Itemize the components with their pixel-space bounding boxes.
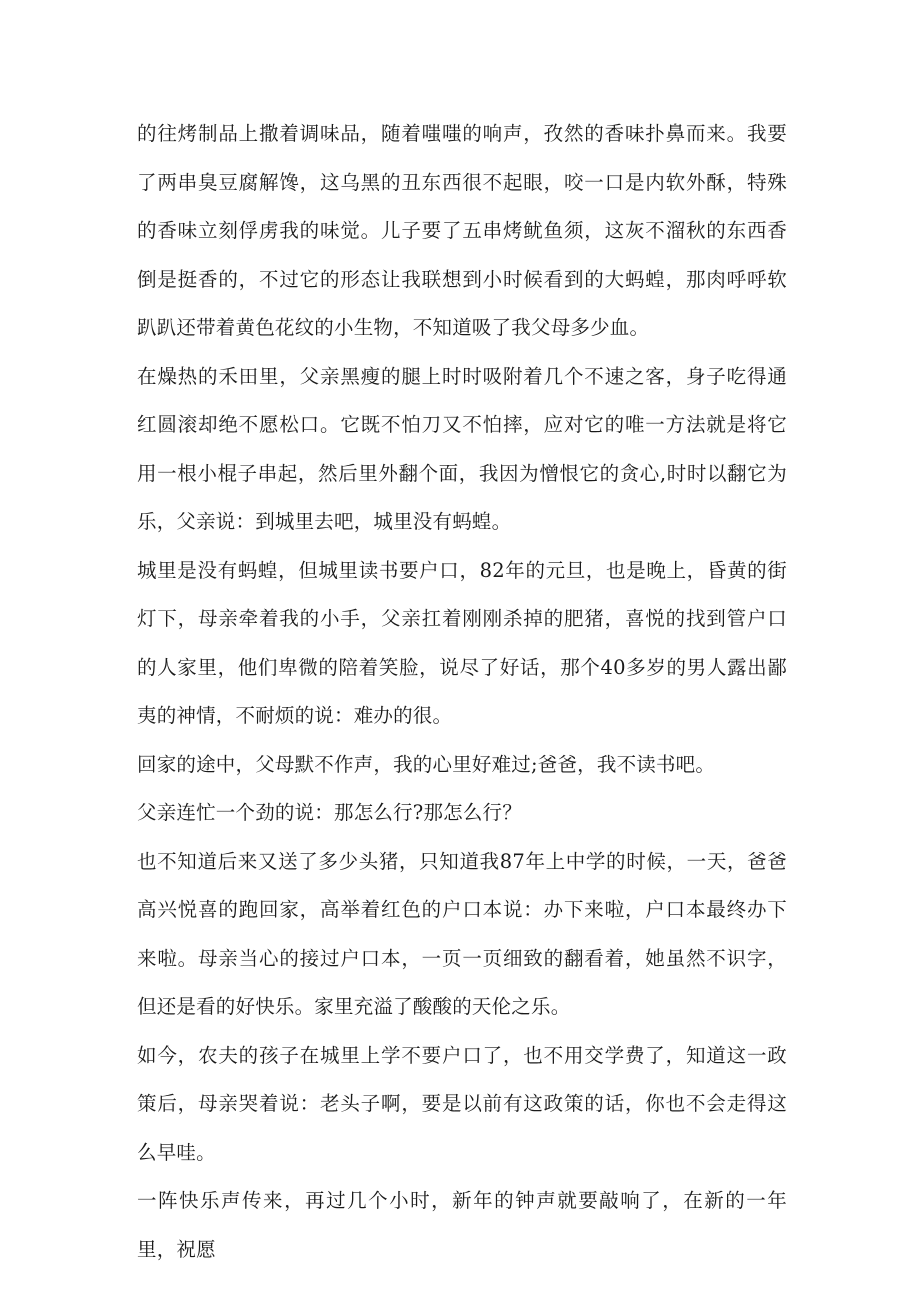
paragraph-1: 的往烤制品上撒着调味品，随着嗤嗤的响声，孜然的香味扑鼻而来。我要了两串臭豆腐解馋，这乌黑的丑东西很不起眼，咬一口是内软外酥，特殊的香味立刻俘虏我的味觉。儿子要了五串烤鱿鱼须，这灰不溜秋的东西香倒是挺香的，不过它的形态让我联想到小时候看到的大蚂蝗，那肉呼呼软趴趴还带着黄色花纹的小生物，不知道吸了我父母多少血。	[137, 122, 787, 339]
paragraph-3: 城里是没有蚂蝗，但城里读书要户口，82年的元旦，也是晚上，昏黄的街灯下，母亲牵着我的小手，父亲扛着刚刚杀掉的肥猪，喜悦的找到管户口的人家里，他们卑微的陪着笑脸，说尽了好话，那个40多岁的男人露出鄙夷的神情，不耐烦的说：难办的很。	[137, 558, 787, 727]
paragraph-8: 一阵快乐声传来，再过几个小时，新年的钟声就要敲响了，在新的一年里，祝愿	[137, 1189, 787, 1261]
paragraph-6: 也不知道后来又送了多少头猪，只知道我87年上中学的时候，一天，爸爸高兴悦喜的跑回家，高举着红色的户口本说：办下来啦，户口本最终办下来啦。母亲当心的接过户口本，一页一页细致的翻看着，她虽然不识字，但还是看的好快乐。家里充溢了酸酸的天伦之乐。	[137, 849, 787, 1018]
paragraph-5: 父亲连忙一个劲的说：那怎么行?那怎么行？	[137, 801, 522, 824]
paragraph-2: 在燥热的禾田里，父亲黑瘦的腿上时时吸附着几个不速之客，身子吃得通红圆滚却绝不愿松口。它既不怕刀又不怕摔，应对它的唯一方法就是将它用一根小棍子串起，然后里外翻个面，我因为憎恨它的贪心,时时以翻它为乐，父亲说：到城里去吧，城里没有蚂蝗。	[137, 364, 787, 533]
paragraph-4: 回家的途中，父母默不作声，我的心里好难过;爸爸，我不读书吧。	[137, 752, 716, 776]
paragraph-7: 如今，农夫的孩子在城里上学不要户口了，也不用交学费了，知道这一政策后，母亲哭着说：老头子啊，要是以前有这政策的话，你也不会走得这么早哇。	[137, 1043, 787, 1164]
article-body	[137, 110, 787, 1274]
